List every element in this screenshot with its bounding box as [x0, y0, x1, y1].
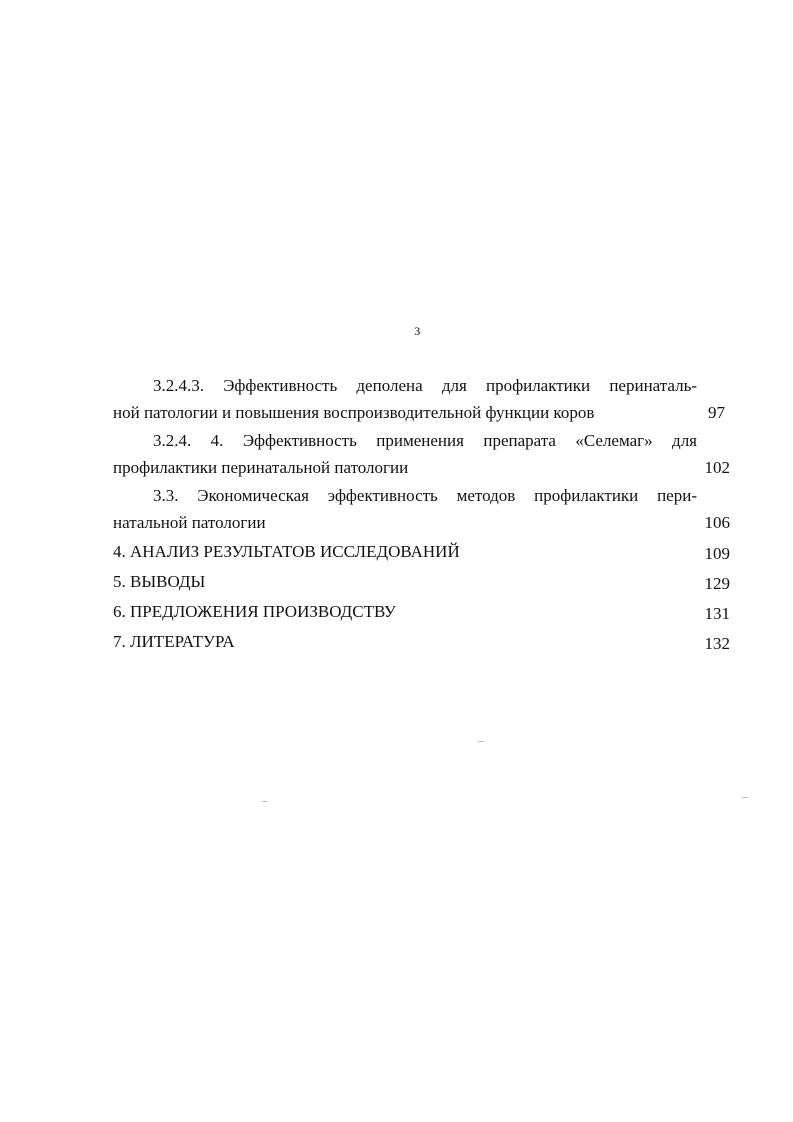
- toc-section: [113, 537, 733, 567]
- table-of-contents: [113, 372, 733, 657]
- toc-entry-page: 106: [704, 513, 730, 532]
- toc-section: [113, 597, 733, 627]
- toc-section: [113, 567, 733, 597]
- toc-entry-title-line1: 3.2.4. 4. Эффективность применения препарата «Селемаг» для: [153, 431, 697, 450]
- toc-section-page: 131: [704, 604, 730, 623]
- page-number: 3: [414, 324, 421, 338]
- toc-entry-title-line2: натальной патологии: [113, 513, 266, 532]
- toc-entry-title-line2: ной патологии и повышения воспроизводительной функции коров: [113, 403, 595, 422]
- toc-section-page: 129: [704, 574, 730, 593]
- toc-section-title: 7. ЛИТЕРАТУРА: [113, 632, 235, 651]
- toc-entry-page: 97: [708, 403, 725, 422]
- scan-speck: [262, 801, 267, 802]
- scan-speck: [742, 797, 748, 798]
- toc-entry-title-line2: профилактики перинатальной патологии: [113, 458, 409, 477]
- scan-speck: [478, 741, 484, 742]
- toc-entry-page: 102: [704, 458, 730, 477]
- toc-entry-title-line1: 3.2.4.3. Эффективность деполена для профилактики перинаталь-: [153, 376, 697, 395]
- toc-entry: [113, 372, 733, 426]
- toc-section-title: 4. АНАЛИЗ РЕЗУЛЬТАТОВ ИССЛЕДОВАНИЙ: [113, 542, 460, 561]
- toc-section: [113, 627, 733, 657]
- toc-section-title: 5. ВЫВОДЫ: [113, 572, 206, 591]
- toc-entry: [113, 482, 733, 536]
- toc-section-title: 6. ПРЕДЛОЖЕНИЯ ПРОИЗВОДСТВУ: [113, 602, 396, 621]
- toc-section-page: 109: [704, 544, 730, 563]
- toc-entry-title-line1: 3.3. Экономическая эффективность методов профилактики пери-: [153, 486, 697, 505]
- toc-entry: [113, 427, 733, 481]
- toc-section-page: 132: [704, 634, 730, 653]
